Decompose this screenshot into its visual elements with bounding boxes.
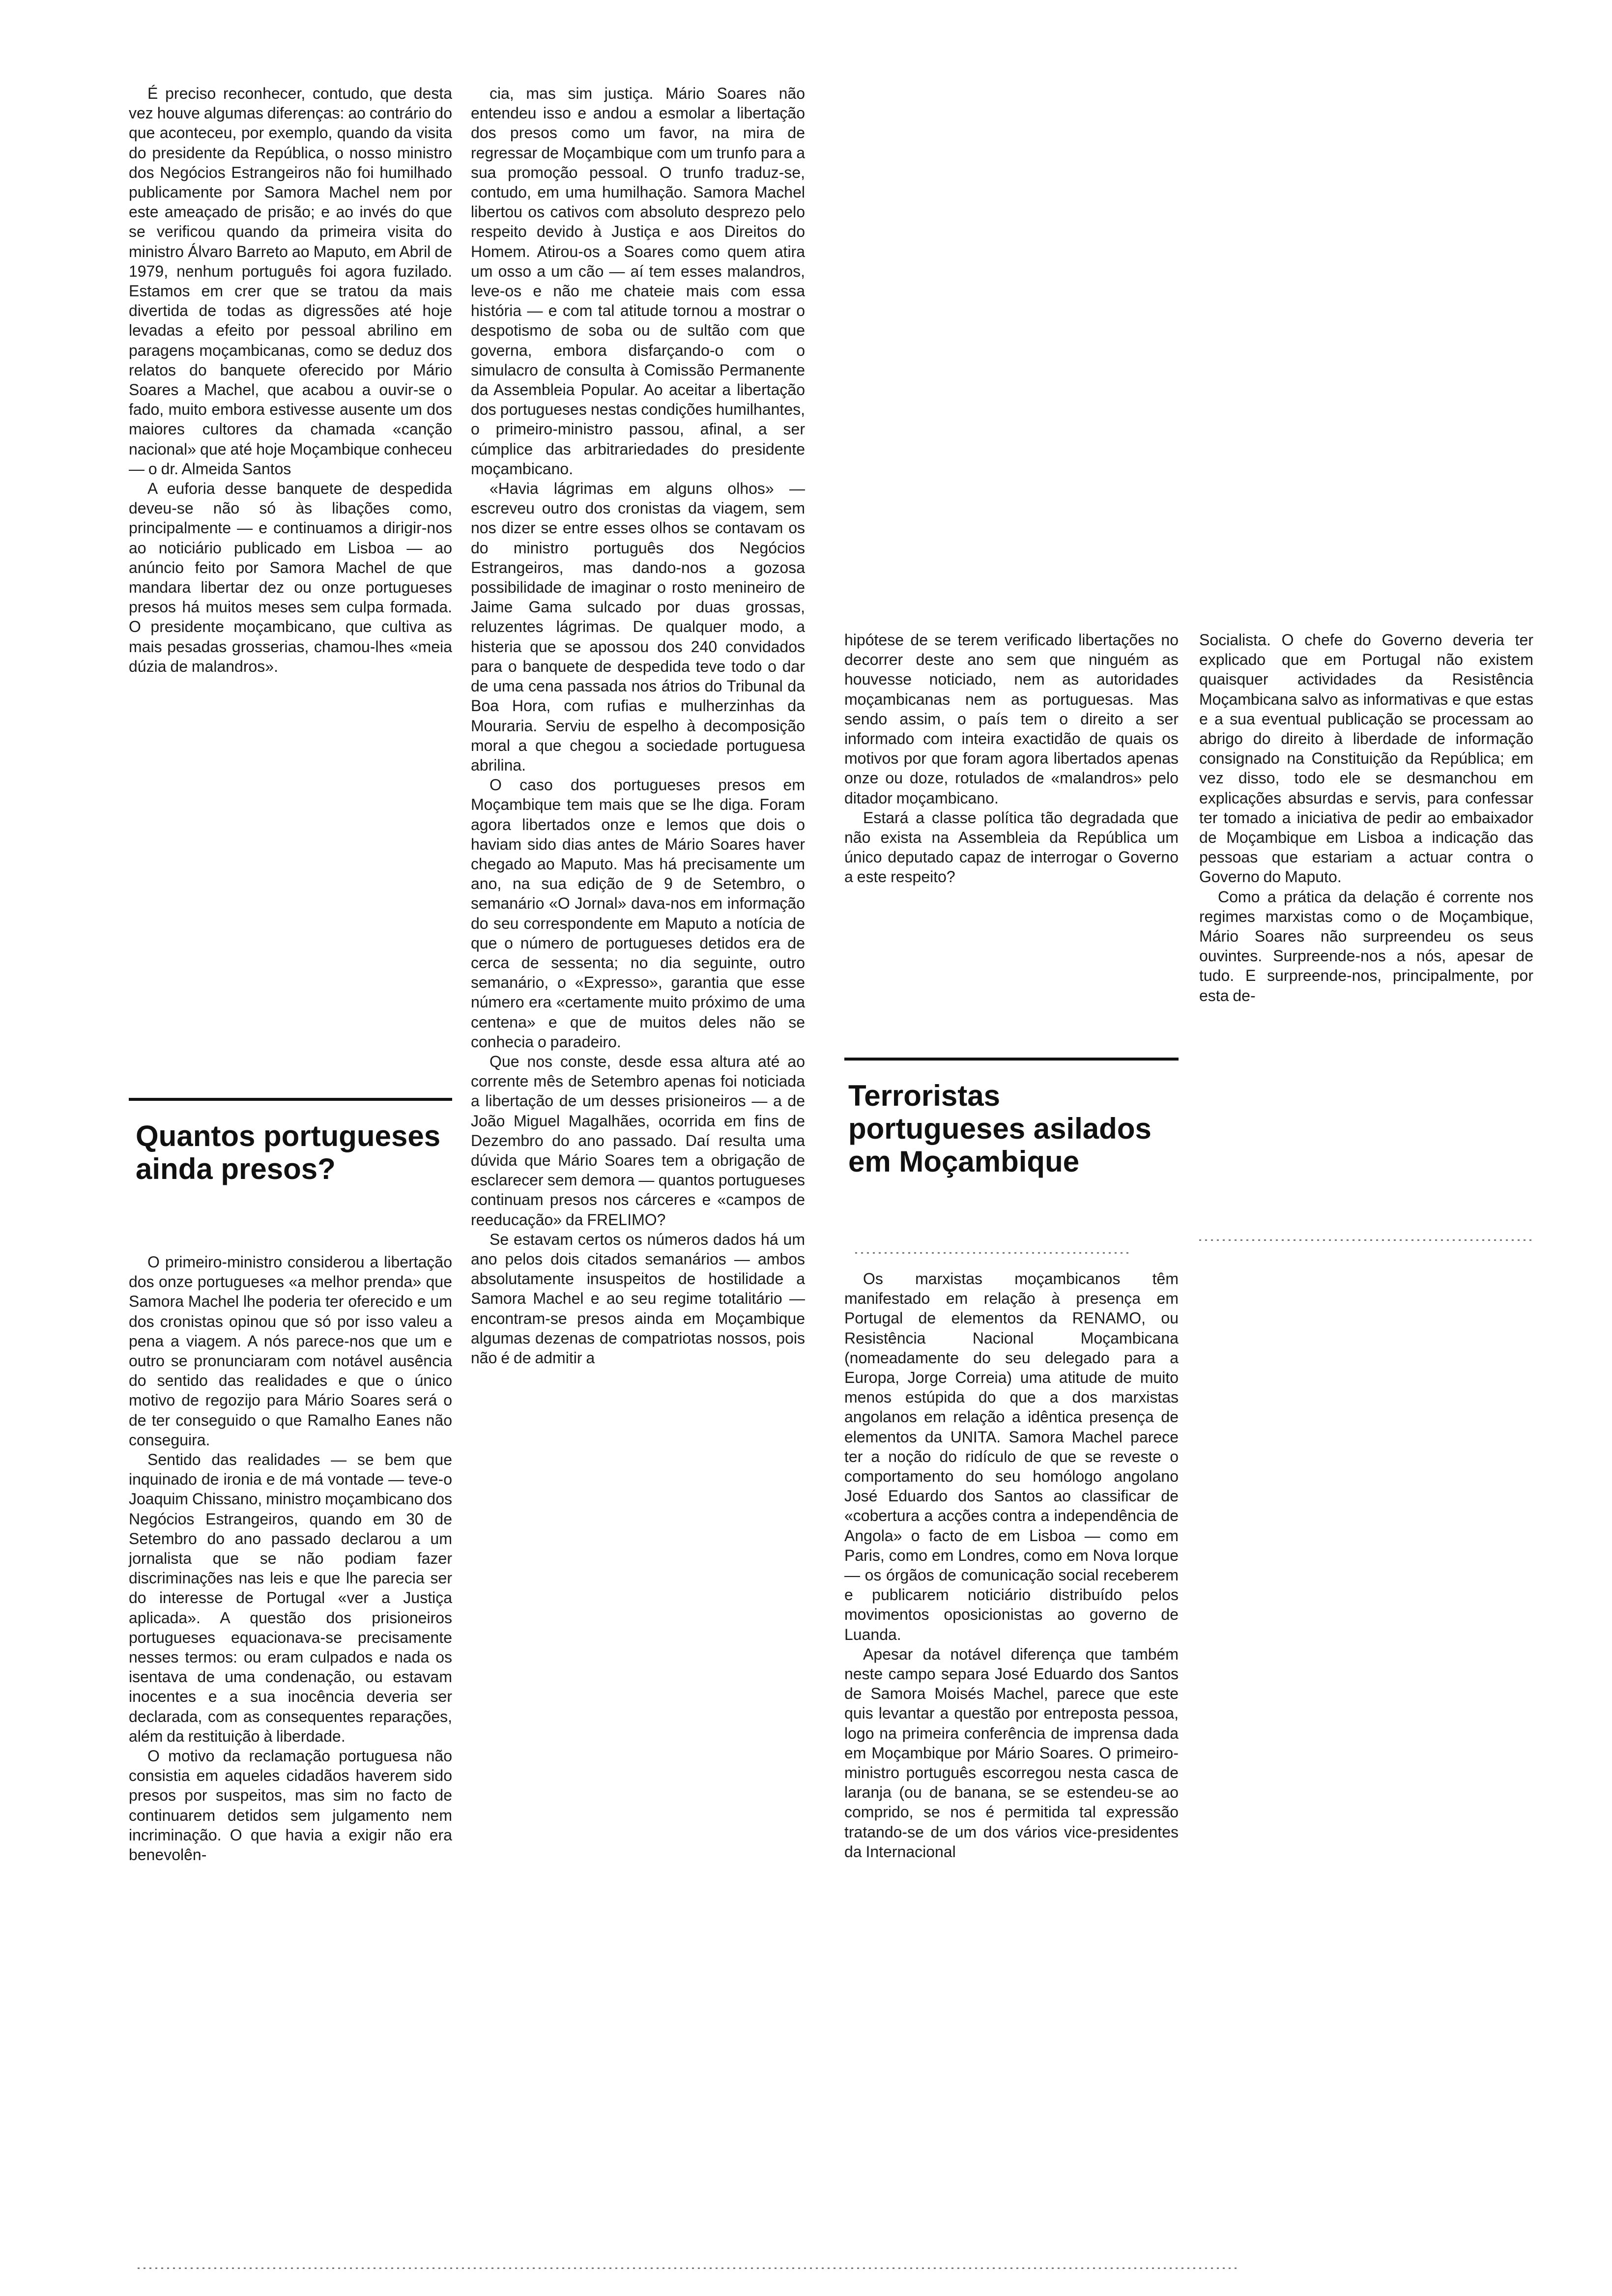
column-2 (471, 84, 805, 1368)
col2-paragraph-2: «Havia lágrimas em alguns olhos» — escreveu outro dos cronistas da viagem, sem nos dizer se entre esses olhos se contavam os do ministro português dos Negócios Estrangeiros, mas dando-nos a gozosa possibilidade de imaginar o rosto menineiro de Jaime Gama sulcado por duas grossas, reluzentes lágrimas. De qualquer modo, a histeria que se apossou dos 240 convidados para o banquete de despedida teve todo o dar de uma cena passada nos átrios do Tribunal da Boa Hora, com rufias e mulherzinhas da Mouraria. Serviu de espelho à decomposição moral a que chegou a sociedade portuguesa abrilina. (471, 480, 805, 774)
column-3 (844, 630, 1179, 887)
col2-paragraph-4: Que nos conste, desde essa altura até ao corrente mês de Setembro apenas foi noticiada a libertação de um desses prisioneiros — a de João Miguel Magalhães, ocorrida em fins de Dezembro do ano passado. Daí resulta uma dúvida que Mário Soares tem a obrigação de esclarecer sem demora — quantos portugueses continuam presos nos cárceres e «campos de reeducação» da FRELIMO? (471, 1052, 805, 1229)
col3-paragraph-2: Estará a classe política tão degradada que não exista na Assembleia da República um único deputado capaz de interrogar o Governo a este respeito? (844, 808, 1179, 886)
column-1-lower (129, 1252, 452, 1865)
column-1 (129, 84, 452, 676)
col3-headline-noise (855, 1252, 1130, 1254)
col3-paragraph-3: Os marxistas moçambicanos têm manifestado em relação à presença em Portugal de elementos da RENAMO, ou Resistência Nacional Moçambicana (nomeadamente do seu delegado para a Europa, Jorge Correia) uma atitude de muito menos estúpida do que a dos marxistas angolanos em relação a idêntica presença de elementos da UNITA. Samora Machel parece ter a noção do ridículo de que se reveste o comportamento do seu homólogo angolano José Eduardo dos Santos ao classificar de «cobertura a acções contra a independência de Angola» o facto de em Lisboa — como em Paris, como em Londres, como em Nova Iorque — os órgãos de comunicação social receberem e publicarem noticiário distribuído pelos movimentos oposicionistas ao governo de Luanda. (844, 1270, 1179, 1643)
headline-quantos-presos: Quantos portugueses ainda presos? (136, 1119, 441, 1185)
column-4 (1199, 630, 1533, 1005)
headline-terroristas-asilados: Terroristas portugueses asilados em Moçambique (848, 1079, 1151, 1178)
col2-paragraph-1: cia, mas sim justiça. Mário Soares não entendeu isso e andou a esmolar a libertação dos presos como um favor, na mira de regressar de Moçambique com um trunfo para a sua promoção pessoal. O trunfo traduz-se, contudo, em uma humilhação. Samora Machel libertou os cativos com absoluto desprezo pelo respeito devido à Justiça e aos Direitos do Homem. Atirou-os a Soares como quem atira um osso a um cão — aí tem esses malandros, leve-os e não me chateie mais com essa história — e com tal atitude tornou a mostrar o despotismo de soba ou de sultão com que governa, embora disfarçando-o com o simulacro de consulta à Comissão Permanente da Assembleia Popular. Ao aceitar a libertação dos portugueses nestas condições humilhantes, o primeiro-ministro passou, afinal, a ser cúmplice das arbitrariedades do presidente moçambicano. (471, 85, 805, 478)
col1-paragraph-2: Sentido das realidades — se bem que inquinado de ironia e de má vontade — teve-o Joaquim Chissano, ministro moçambicano dos Negócios Estrangeiros, quando em 30 de Setembro do ano passado declarou a um jornalista que se não podiam fazer discriminações nas leis e que lhe parecia ser do interesse de Portugal «ver a Justiça aplicada». A questão dos prisioneiros portugueses equacionava-se precisamente nesses termos: ou eram culpados e nada os isentava de uma condenação, ou estavam inocentes e a sua inocência deveria ser declarada, com as consequentes reparações, além da restituição à liberdade. (129, 1451, 452, 1745)
col4-bottom-noise (1199, 1239, 1533, 1241)
col4-paragraph-2: Como a prática da delação é corrente nos regimes marxistas como o de Moçambique, Mário Soares não surpreendeu os seus ouvintes. Surpreende-nos a nós, apesar de tudo. E surpreende-nos, principalmente, por esta de- (1199, 888, 1533, 1004)
col1-paragraph-1: O primeiro-ministro considerou a libertação dos onze portugueses «a melhor prenda» que Samora Machel lhe poderia ter oferecido e um dos cronistas opinou que só por isso valeu a pena a viagem. A nós parece-nos que um e outro se pronunciaram com notável ausência do sentido das realidades e que o único motivo de regozijo para Mário Soares será o de ter conseguido o que Ramalho Eanes não conseguira. (129, 1253, 452, 1449)
col1-paragraph-3: O motivo da reclamação portuguesa não consistia em aqueles cidadãos haverem sido presos por suspeitos, mas sim no facto de continuarem detidos sem julgamento nem incriminação. O que havia a exigir não era benevolên- (129, 1747, 452, 1864)
col4-paragraph-1: Socialista. O chefe do Governo deveria ter explicado que em Portugal não existem quaisquer actividades da Resistência Moçambicana salvo as informativas e que estas e a sua eventual publicação se processam ao abrigo do direito à liberdade de informação consignado na Constituição da República; em vez disso, todo ele se desmanchou em explicações absurdas e servis, para confessar ter tomado a iniciativa de pedir ao embaixador de Moçambique em Lisboa a indicação das pessoas que estariam a actuar contra o Governo do Maputo. (1199, 631, 1533, 886)
col1-euforia-paragraph: A euforia desse banquete de despedida deveu-se não só às libações como, principalmente — e continuamos a dirigir-nos ao noticiário publicado em Lisboa — ao anúncio feito por Samora Machel de que mandara libertar dez ou onze portugueses presos há muitos meses sem culpa formada. O presidente moçambicano, que cultiva as mais pesadas grosserias, chamou-lhes «meia dúzia de malandros». (129, 480, 452, 675)
column-3-lower (844, 1269, 1179, 1862)
col3-divider (844, 1058, 1179, 1061)
col2-paragraph-5: Se estavam certos os números dados há um ano pelos dois citados semanários — ambos absolutamente insuspeitos de hostilidade a Samora Machel e ao seu regime totalitário — encontram-se presos ainda em Moçambique algumas dezenas de compatriotas nossos, pois não é de admitir a (471, 1230, 805, 1367)
col3-paragraph-1: hipótese de se terem verificado libertações no decorrer deste ano sem que ninguém as houvesse noticiado, nem as autoridades moçambicanas nem as portuguesas. Mas sendo assim, o país tem o direito a ser informado com inteira exactidão de quais os motivos por que foram agora libertados apenas onze ou doze, rotulados de «malandros» pelo ditador moçambicano. (844, 631, 1179, 807)
col1-divider (129, 1098, 452, 1101)
col2-paragraph-3: O caso dos portugueses presos em Moçambique tem mais que se lhe diga. Foram agora libertados onze e lemos que dois o haviam sido dias antes de Mário Soares haver chegado ao Maputo. Mas há precisamente um ano, na sua edição de 9 de Setembro, o semanário «O Jornal» dava-nos em informação do seu correspondente em Maputo a notícia de que o número de portugueses detidos era de cerca de sessenta; no dia seguinte, outro semanário, o «Expresso», garantia que esse número era «certamente muito próximo de uma centena» e que de muitos deles não se conhecia o paradeiro. (471, 776, 805, 1051)
page-bottom-noise (138, 2267, 1238, 2269)
col1-intro-paragraph: É preciso reconhecer, contudo, que desta vez houve algumas diferenças: ao contrário do que aconteceu, por exemplo, quando da visita do presidente da República, o nosso ministro dos Negócios Estrangeiros não foi humilhado publicamente por Samora Machel nem por este ameaçado de prisão; e ao invés do que se verificou quando da primeira visita do ministro Álvaro Barreto ao Maputo, em Abril de 1979, nenhum português foi agora fuzilado. Estamos em crer que se tratou da mais divertida de todas as digressões até hoje levadas a efeito por pessoal abrilino em paragens moçambicanas, como se deduz dos relatos do banquete oferecido por Mário Soares a Machel, que acabou a ouvir-se o fado, muito embora estivesse ausente um dos maiores cultores da chamada «canção nacional» que até hoje Moçambique conheceu — o dr. Almeida Santos (129, 85, 452, 478)
col3-paragraph-4: Apesar da notável diferença que também neste campo separa José Eduardo dos Santos de Samora Moisés Machel, parece que este quis levantar a questão por entreposta pessoa, logo na primeira conferência de imprensa dada em Moçambique por Mário Soares. O primeiro-ministro português escorregou nesta casca de laranja (ou de banana, se se estendeu-se ao comprido, se nos é permitida tal expressão tratando-se de um dos vários vice-presidentes da Internacional (844, 1645, 1179, 1861)
